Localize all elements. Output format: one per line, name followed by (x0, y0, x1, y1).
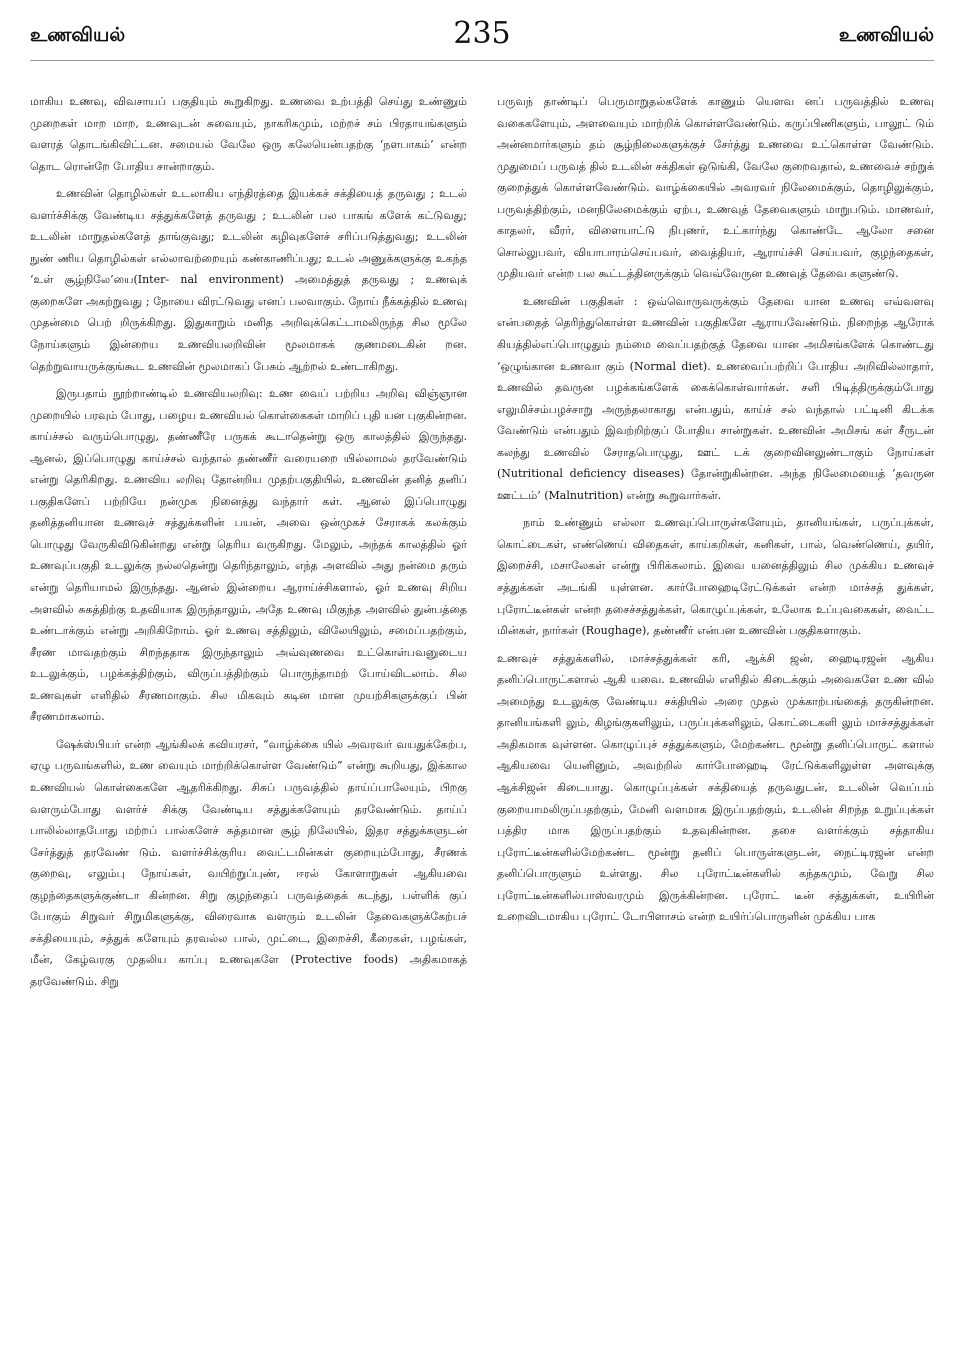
right-column (497, 91, 934, 998)
paragraph: நாம் உண்ணும் எல்லா உணவுப்பொருள்களேயும், தானியங்கள், பருப்புக்கள், கொட்டைகள், எண்ணெய் விதைகள், காய்கறிகள், கனிகள், பால், வெண்ணெய், தயிர், இறைச்சி, மசாலேகள் என்று பிரிக்கலாம். இவை யனைத்திலும் சில முக்கிய உணவுச் சத்துக்கள் அடங்கி யுள்ளன. கார்போஹைடிரேட்டுக்கள் என்ற மாச்சத் துக்கள், புரோட்டீன்கள் என்ற தசைச்சத்துக்கள், கொழுப்புக்கள், உலோக உப்புவகைகள், வைட்ட மின்கள், நார்கள் (Roughage), தண்ணீர் என்பன உணவின் பகுதிகளாகும். (497, 516, 934, 638)
left-column (30, 91, 467, 998)
paragraph: உணவின் தொழில்கள் உடலாகிய எந்திரத்தை இயக்கச் சக்தியைத் தருவது ; உடல் வளர்ச்சிக்கு வேண்டிய சத்துக்களேத் தருவது ; உடலின் பல பாகங் களேக் கட்டுவது; உடலின் மாறுதல்களேத் தாங்குவது; உடலின் கழிவுகளேச் சரிப்படுத்துவது; உடலின் நுண் ணிய தொழில்கள் எல்லாவற்றையும் கண்காணிப்பது; உடல் அணுக்களுக்கு உகந்த ‘உள் சூழ்நிலே’யை(Inter- nal environment) அமைத்துத் தருவது ; உணவுக் குறைகளே அகற்றுவது ; நோயை விரட்டுவது எனப் பலவாகும். நோய் நீக்கத்தில் உணவு முதன்மை பெற் றிருக்கிறது. இதுகாறும் மனித அறிவுக்கெட்டாமலிருந்த சில மூலே நோய்களும் இன்றைய உணவியலறிவின் மூலமாகக் குணமடைகின் றன. தெற்றுவாயருக்குங்கூட உணவின் மூலமாகப் பேசும் ஆற்றல் உண்டாகிறது. (30, 187, 467, 373)
running-head-right: உணவியல் (838, 24, 934, 46)
paragraph: மாகிய உணவு, விவசாயப் பகுதியும் கூறுகிறது. உணவை உற்பத்தி செய்து உண்ணும் முறைகள் மாற மாற, உணவுடன் சுவையும், நாகரிகமும், மற்றச் சம் பிரதாயங்களும் வளரத் தொடங்கிவிட்டன. சமையல் வேலே ஒரு கலேயென்பதற்கு ‘நளபாகம்’ என்ற தொட ரொன்றே போதிய சான்றாகும். (30, 95, 467, 173)
paragraph: உணவின் பகுதிகள் : ஒவ்வொருவருக்கும் தேவை யான உணவு எவ்வளவு என்பதைத் தெரிந்துகொள்ள உணவின் பகுதிகளே ஆராயவேண்டும். நிறைந்த ஆரோக் கியத்தில்எப்பொழுதும் நம்மை வைப்பதற்குத் தேவை யான அமிசங்களேக் கொண்டது ‘ஒழுங்கான உணவா கும் (Normal diet). உணவைப்பற்றிப் போதிய அறிவில்லாதார், உணவில் தவருன பழக்கங்களேக் கைக்கொள்வார்கள். சளி பிடித்திருக்கும்போது எலுமிச்சம்பழச்சாறு அருந்தலாகாது என்பதும், காய்ச் சல் வந்தால் பட்டினி கிடக்க வேண்டும் என்பதும் இவற்றிற்குப் போதிய சான்றுகள். உணவின் அமிசங் கள் சீருடன் கலந்து உணவில் சேராதபொழுது, ஊட் டக் குறைவினலுண்டாகும் நோய்கள் (Nutritional deficiency diseases) தோன்றுகின்றன. அந்த நிலேமையைத் ‘தவருன ஊட்டம்’ (Malnutrition) என்று கூறுவார்கள். (497, 294, 934, 502)
paragraph: உணவுச் சத்துக்களில், மாச்சத்துக்கள் கரி, ஆக்சி ஜன், ஹைடிரஜன் ஆகிய தனிப்பொருட்களால் ஆகி யவை. உணவில் எளிதில் கிடைக்கும் அவைகளே உண வில் அமைந்து உடலுக்கு வேண்டிய சக்தியில் அரை முதல் முக்காற்பங்கைத் தருகின்றன. தானியங்களி லும், கிழங்குகளிலும், பருப்புக்களிலும், கொட்டைகளி லும் மாச்சத்துக்கள் அதிகமாக வுள்ளன. கொழுப்புச் சத்துக்களும், மேற்கண்ட மூன்று தனிப்பொருட் களால் ஆகியவை யெனினும், அவற்றில் கார்போஹைடி ரேட்டுக்களிலுள்ள அளவுக்கு ஆக்சிஜன் கிடையாது. கொழுப்புக்கள் சக்தியைத் தருவதுடன், உடலின் வெப்பம் குறையாமலிருப்பதற்கும், மேனி வளமாக இருப்பதற்கும், உடலின் சிறந்த உறுப்புக்கள் பத்திர மாக இருப்பதற்கும் உதவுகின்றன. தசை வளர்க்கும் சத்தாகிய புரோட்டீன்களில்மேற்கண்ட மூன்று தனிப் பொருள்களுடன், நைட்டிரஜன் என்ற தனிப்பொருளும் உள்ளது. சில புரோட்டீன்களில் கந்தகமும், வேறு சில புரோட்டீன்களில்பாஸ்வரமும் இருக்கின்றன. புரோட் டீன் சத்துக்கள், உயிரின் உறைவிடமாகிய புரோட் டோபிளாசம் என்ற உயிர்ப்பொருளின் முக்கிய பாக (497, 651, 934, 924)
body-columns (30, 91, 934, 998)
paragraph: ஷேக்ஸ்பியர் என்ற ஆங்கிலக் கவியரசர், “வாழ்க்கை யில் அவரவர் வயதுக்கேற்ப, ஏழு பருவங்களில், உண வையும் மாற்றிக்கொள்ள வேண்டும்” என்று கூறியது, இக்கால உணவியல் கொள்கைகளே ஆதரிக்கிறது. சிசுப் பருவத்தில் தாய்ப்பாலேயும், பிறகு வளரும்போது வளர்ச் சிக்கு வேண்டிய சத்துக்களேயும் தரவேண்டும். தாய்ப் பாலில்லாதபோது மற்றப் பால்களேச் சுத்தமான சூழ் நிலேயில், இதர சத்துக்களுடன் சேர்த்துத் தரவேண் டும். வளர்ச்சிக்குரிய வைட்டமின்கள் குறையும்போது, சீரணக் குறைவு, எலும்பு நோய்கள், வயிற்றுப்புண், ஈரல் கோளாறுகள் ஆகியவை குழந்தைகளுக்குண்டா கின்றன. சிறு குழந்தைப் பருவத்தைக் கடந்து, பள்ளிக் குப் போகும் சிறுவர் சிறுமிகளுக்கு, விரைவாக வளரும் உடலின் தேவைகளுக்கேற்பச் சக்தியையும், சத்துக் களேயும் தரவல்ல பால், முட்டை, இறைச்சி, கீரைகள், பழங்கள், மீன், கேழ்வரகு முதலிய காப்பு உணவுகளே (Protective foods) அதிகமாகத் தரவேண்டும். சிறு (30, 737, 467, 988)
running-head-left: உணவியல் (30, 24, 126, 46)
page-number: 235 (453, 16, 511, 51)
paragraph: இருபதாம் நூற்றாண்டில் உணவியலறிவு: உண வைப் பற்றிய அறிவு விஞ்ஞான முறையில் பரவும் போது, பழைய உணவியல் கொள்கைகள் மாறிப் புதி யன புகுகின்றன. காய்ச்சல் வரும்பொழுது, தண்ணீரே பருகக் கூடாதென்று ஒரு காலத்தில் இருந்தது. ஆனல், இப்பொழுது காய்ச்சல் வந்தால் தண்ணீர் வரையறை யில்லாமல் தரவேண்டும் என்று தெரிகிறது. உணவிய லறிவு தோன்றிய முதற்பகுதியில், உணவின் தனித் தனிப் பகுதிகளேப் பற்றியே நன்முக நினைத்து வந்தார் கள். ஆனல் இப்பொழுது தனித்தனியான உணவுச் சத்துக்களின் பயன், அவை ஒன்முகச் சேராகக் கலக்கும் பொழுது வேருகிவிடுகின்றது என்று தெரிய வருகிறது. மேலும், அந்தக் காலத்தில் ஓர் உணவுப்பகுதி உடலுக்கு நல்லதென்று தெரிந்தாலும், எந்த அளவில் அது நன்மை தரும் என்று தெரியாமல் இருந்தது. ஆனல் இன்றைய ஆராய்ச்சிகளால், ஓர் உணவு சிறிய அளவில் சுகத்திற்கு உதவியாக இருந்தாலும், அதே உணவு மிகுந்த அளவில் துன்பத்தை உண்டாக்கும் என்று அறிகிறோம். ஓர் உணவு சத்திலும், விலேயிலும், சமைப்பதற்கும், சீரண மாவதற்கும் சிறந்ததாக இருந்தாலும் அவ்வுணவை உட்கொள்பவனுடைய உடலுக்கும், பழக்கத்திற்கும், விருப்பத்திற்கும் பொருந்தாமற் போய்விடலாம். சில உணவுகள் எளிதில் சீரணமாகும். சில மிகவும் கடின மான முயற்சிகளுக்குப் பின் சீரணமாகலாம். (30, 387, 467, 724)
paragraph: பருவந் தாண்டிப் பெருமாறுதல்களேக் காணும் யௌவ னப் பருவத்தில் உணவு வகைகளேயும், அளவையும் மாற்றிக் கொள்ளவேண்டும். கருப்பிணிகளும், பாலூட் டும் அன்னமார்களும் தம் சூழ்நிலைகளுக்குச் சேர்த்து உணவை உட்கொள்ள வேண்டும். முதுமைப் பருவத் தில் உடலின் சக்திகள் ஒடுங்கி, வேலே குறைவதால், உணவைச் சற்றுக் குறைத்துக் கொள்ளவேண்டும். வாழ்க்கையில் அவரவர் நிலேமைக்கும், தொழிலுக்கும், பருவத்திற்கும், மனநிலேமைக்கும் ஏற்ப, உணவுத் தேவைகளும் மாறுபடும். மாணவர், காதலர், வீரர், விளையாட்டு நிபுணர், உட்கார்ந்து கொண்டே ஆலோ சனை சொல்லுபவர், வியாபாரம்செய்பவர், வைத்தியர், ஆராய்ச்சி செய்பவர், குழந்தைகள், முதியவர் என்ற பல கூட்டத்தினருக்கும் வெவ்வேருன உணவுத் தேவை களுண்டு. (497, 95, 934, 281)
page-header (30, 14, 934, 61)
